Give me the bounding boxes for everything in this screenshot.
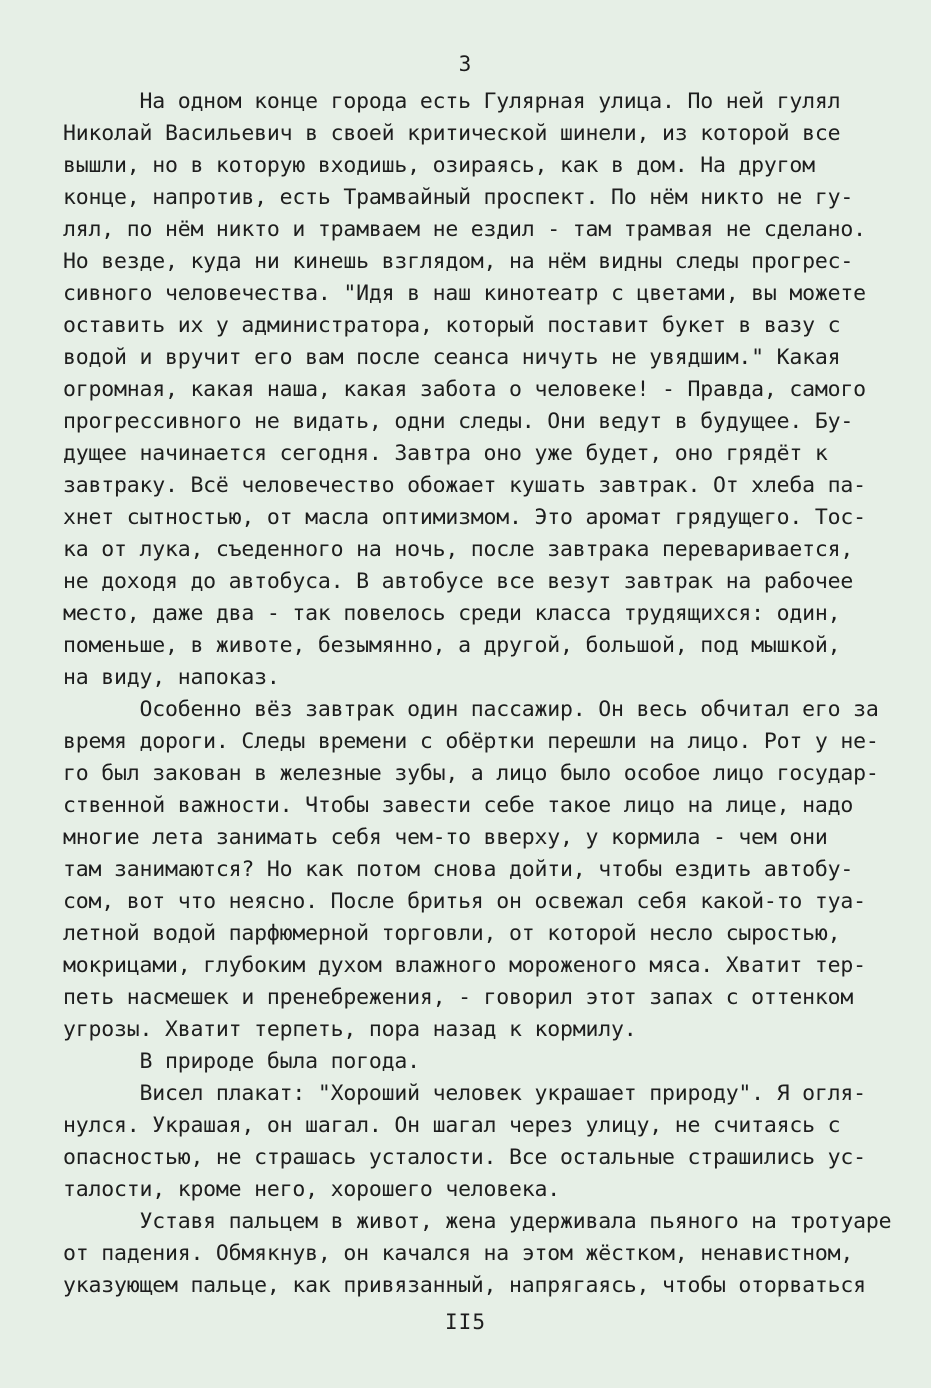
text-line: талости, кроме него, хорошего человека. xyxy=(63,1177,561,1202)
text-line: На одном конце города есть Гулярная улица. По ней гулял xyxy=(63,89,841,114)
text-line: водой и вручит его вам после сеанса ничуть не увядшим." Какая xyxy=(63,345,841,370)
page-number-bottom: II5 xyxy=(445,1310,486,1334)
text-line: угрозы. Хватит терпеть, пора назад к кормилу. xyxy=(63,1017,637,1042)
text-line: опасностью, не страшась усталости. Все остальные страшились ус- xyxy=(63,1145,866,1170)
text-line: место, даже два - так повелось среди класса трудящихся: один, xyxy=(63,601,841,626)
text-line: В природе была погода. xyxy=(63,1049,420,1074)
text-line: конце, напротив, есть Трамвайный проспект. По нём никто не гу- xyxy=(63,185,854,210)
text-line: Уставя пальцем в живот, жена удерживала пьяного на тротуаре xyxy=(63,1209,892,1234)
text-line: огромная, какая наша, какая забота о человеке! - Правда, самого xyxy=(63,377,866,402)
text-line: поменьше, в животе, безымянно, а другой, большой, под мышкой, xyxy=(63,633,841,658)
text-line: летной водой парфюмерной торговли, от которой несло сыростью, xyxy=(63,921,841,946)
text-line: время дороги. Следы времени с обёртки перешли на лицо. Рот у не- xyxy=(63,729,879,754)
body-text xyxy=(63,86,903,1302)
text-line: оставить их у администратора, который поставит букет в вазу с xyxy=(63,313,841,338)
text-line: сивного человечества. "Идя в наш кинотеатр с цветами, вы можете xyxy=(63,281,866,306)
text-line: лял, по нём никто и трамваем не ездил - там трамвая не сделано. xyxy=(63,217,866,242)
text-line: от падения. Обмякнув, он качался на этом жёстком, ненавистном, xyxy=(63,1241,854,1266)
text-line: петь насмешек и пренебрежения, - говорил этот запах с оттенком xyxy=(63,985,854,1010)
text-line: не доходя до автобуса. В автобусе все везут завтрак на рабочее xyxy=(63,569,854,594)
text-line: Николай Васильевич в своей критической шинели, из которой все xyxy=(63,121,841,146)
text-line: нулся. Украшая, он шагал. Он шагал через улицу, не считаясь с xyxy=(63,1113,841,1138)
text-line: Но везде, куда ни кинешь взглядом, на нём видны следы прогрес- xyxy=(63,249,854,274)
text-line: там занимаются? Но как потом снова дойти, чтобы ездить автобу- xyxy=(63,857,854,882)
text-line: прогрессивного не видать, одни следы. Они ведут в будущее. Бу- xyxy=(63,409,854,434)
text-line: хнет сытностью, от масла оптимизмом. Это аромат грядущего. Тос- xyxy=(63,505,866,530)
text-line: Особенно вёз завтрак один пассажир. Он весь обчитал его за xyxy=(63,697,879,722)
text-line: ка от лука, съеденного на ночь, после завтрака переваривается, xyxy=(63,537,854,562)
text-line: сом, вот что неясно. После бритья он освежал себя какой-то туа- xyxy=(63,889,866,914)
text-line: мокрицами, глубоким духом влажного мороженого мяса. Хватит тер- xyxy=(63,953,866,978)
text-line: указующем пальце, как привязанный, напрягаясь, чтобы оторваться xyxy=(63,1273,866,1298)
text-line: го был закован в железные зубы, а лицо было особое лицо государ- xyxy=(63,761,879,786)
text-line: ственной важности. Чтобы завести себе такое лицо на лице, надо xyxy=(63,793,854,818)
text-line: завтраку. Всё человечество обожает кушать завтрак. От хлеба па- xyxy=(63,473,866,498)
page-number-top: 3 xyxy=(458,52,473,76)
text-line: дущее начинается сегодня. Завтра оно уже будет, оно грядёт к xyxy=(63,441,828,466)
text-line: на виду, напоказ. xyxy=(63,665,280,690)
text-line: вышли, но в которую входишь, озираясь, как в дом. На другом xyxy=(63,153,815,178)
text-line: Висел плакат: "Хороший человек украшает природу". Я огля- xyxy=(63,1081,866,1106)
text-line: многие лета занимать себя чем-то вверху, у кормила - чем они xyxy=(63,825,828,850)
